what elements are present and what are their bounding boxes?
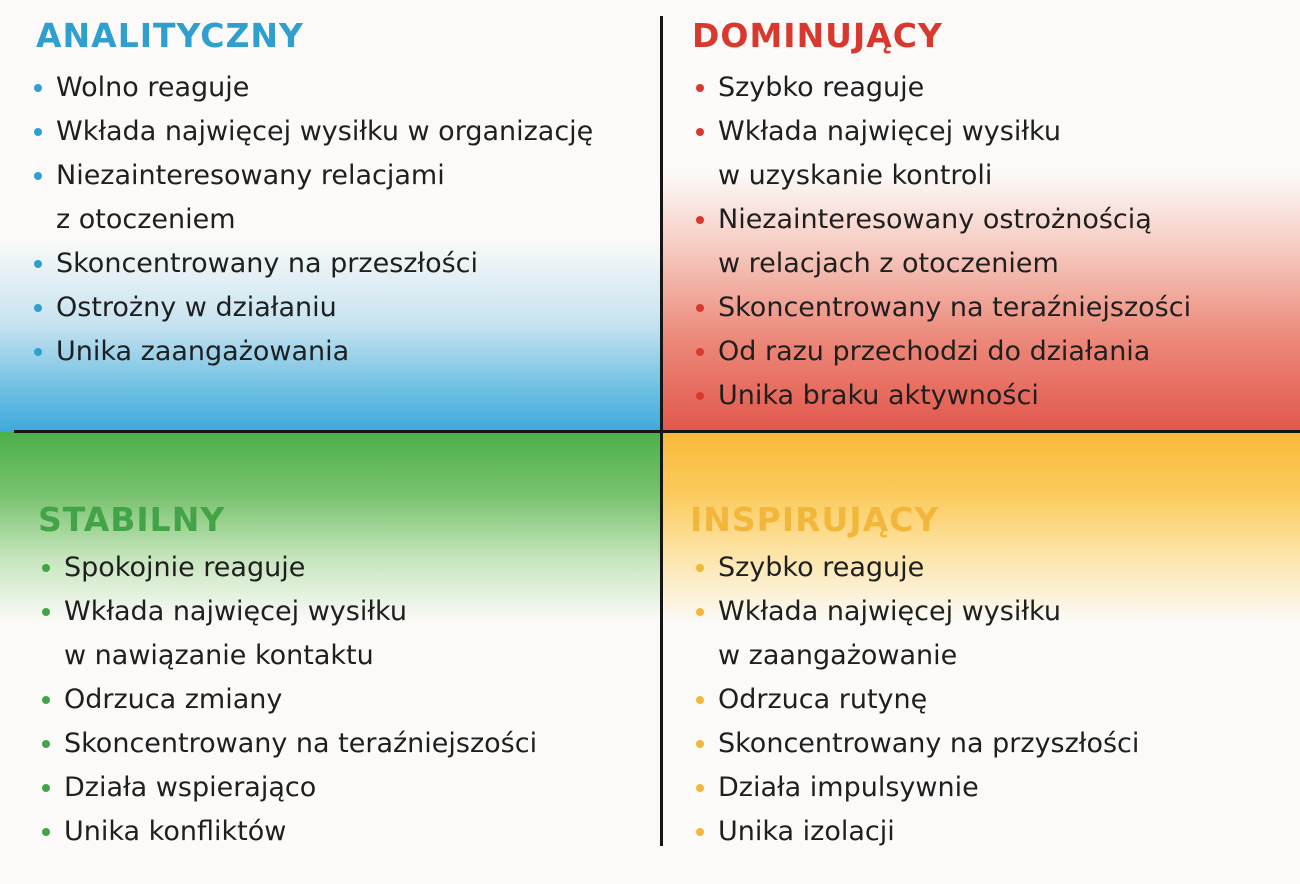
trait-item <box>40 766 537 810</box>
bullet-icon <box>696 784 704 792</box>
trait-text: Szybko reaguje <box>718 552 925 583</box>
trait-item <box>694 590 1139 678</box>
trait-text: Ostrożny w działaniu <box>56 292 337 323</box>
trait-text: Wkłada najwięcej wysiłku w organizację <box>56 116 594 147</box>
bullet-icon <box>696 128 704 136</box>
trait-item <box>40 722 537 766</box>
bullet-icon <box>34 260 42 268</box>
quadrant-inspirujacy <box>662 432 1300 884</box>
bullet-icon <box>34 304 42 312</box>
quadrant-title: DOMINUJĄCY <box>692 16 943 55</box>
horizontal-divider <box>14 430 1300 433</box>
trait-item <box>40 678 537 722</box>
bullet-icon <box>34 348 42 356</box>
trait-list <box>694 66 1191 418</box>
trait-list <box>694 546 1139 854</box>
trait-text: Niezainteresowany ostrożnością <box>718 204 1152 235</box>
trait-text: Skoncentrowany na teraźniejszości <box>718 292 1192 323</box>
trait-item <box>694 198 1191 286</box>
quadrant-title: INSPIRUJĄCY <box>690 500 940 539</box>
trait-item <box>32 286 593 330</box>
bullet-icon <box>696 740 704 748</box>
trait-text: Unika izolacji <box>718 816 895 847</box>
bullet-icon <box>42 608 50 616</box>
quadrant-dominujacy <box>662 0 1300 432</box>
trait-text: w zaangażowanie <box>718 640 958 671</box>
bullet-icon <box>34 128 42 136</box>
trait-text: w uzyskanie kontroli <box>718 160 993 191</box>
bullet-icon <box>42 740 50 748</box>
trait-text: Szybko reaguje <box>718 72 925 103</box>
trait-item <box>40 810 537 854</box>
trait-text: Spokojnie reaguje <box>64 552 306 583</box>
trait-text: Działa impulsywnie <box>718 772 979 803</box>
trait-item <box>694 374 1191 418</box>
trait-item <box>32 154 593 242</box>
bullet-icon <box>696 828 704 836</box>
trait-item <box>32 66 593 110</box>
trait-text: Niezainteresowany relacjami <box>56 160 445 191</box>
bullet-icon <box>34 84 42 92</box>
trait-text: Odrzuca rutynę <box>718 684 928 715</box>
trait-text: Unika konfliktów <box>64 816 287 847</box>
quadrant-title: ANALITYCZNY <box>36 16 304 55</box>
bullet-icon <box>696 696 704 704</box>
bullet-icon <box>42 564 50 572</box>
bullet-icon <box>696 608 704 616</box>
quadrant-stabilny <box>0 432 662 884</box>
trait-text: Wkłada najwięcej wysiłku <box>718 596 1061 627</box>
trait-text: Skoncentrowany na przeszłości <box>56 248 479 279</box>
trait-item <box>694 810 1139 854</box>
trait-item <box>694 678 1139 722</box>
trait-item <box>694 722 1139 766</box>
trait-text: Unika zaangażowania <box>56 336 350 367</box>
trait-item <box>694 66 1191 110</box>
quadrant-title: STABILNY <box>38 500 226 539</box>
bullet-icon <box>42 784 50 792</box>
trait-item <box>694 766 1139 810</box>
bullet-icon <box>42 696 50 704</box>
trait-list <box>32 66 593 374</box>
trait-text: w relacjach z otoczeniem <box>718 248 1059 279</box>
bullet-icon <box>696 84 704 92</box>
bullet-icon <box>696 392 704 400</box>
trait-text: Od razu przechodzi do działania <box>718 336 1151 367</box>
bullet-icon <box>696 348 704 356</box>
trait-item <box>32 242 593 286</box>
trait-text: w nawiązanie kontaktu <box>64 640 374 671</box>
trait-item <box>32 330 593 374</box>
trait-text: Wkłada najwięcej wysiłku <box>64 596 407 627</box>
quadrant-analityczny <box>0 0 662 432</box>
trait-item <box>40 590 537 678</box>
trait-text: Odrzuca zmiany <box>64 684 283 715</box>
trait-item <box>32 110 593 154</box>
trait-text: Skoncentrowany na przyszłości <box>718 728 1140 759</box>
trait-item <box>694 330 1191 374</box>
bullet-icon <box>696 564 704 572</box>
trait-text: Działa wspierająco <box>64 772 317 803</box>
trait-item <box>694 546 1139 590</box>
trait-text: z otoczeniem <box>56 204 236 235</box>
trait-list <box>40 546 537 854</box>
trait-text: Skoncentrowany na teraźniejszości <box>64 728 538 759</box>
bullet-icon <box>34 172 42 180</box>
bullet-icon <box>696 304 704 312</box>
bullet-icon <box>696 216 704 224</box>
trait-item <box>694 286 1191 330</box>
trait-text: Wkłada najwięcej wysiłku <box>718 116 1061 147</box>
bullet-icon <box>42 828 50 836</box>
trait-text: Wolno reaguje <box>56 72 250 103</box>
trait-item <box>40 546 537 590</box>
vertical-divider <box>660 16 663 846</box>
trait-text: Unika braku aktywności <box>718 380 1039 411</box>
trait-item <box>694 110 1191 198</box>
